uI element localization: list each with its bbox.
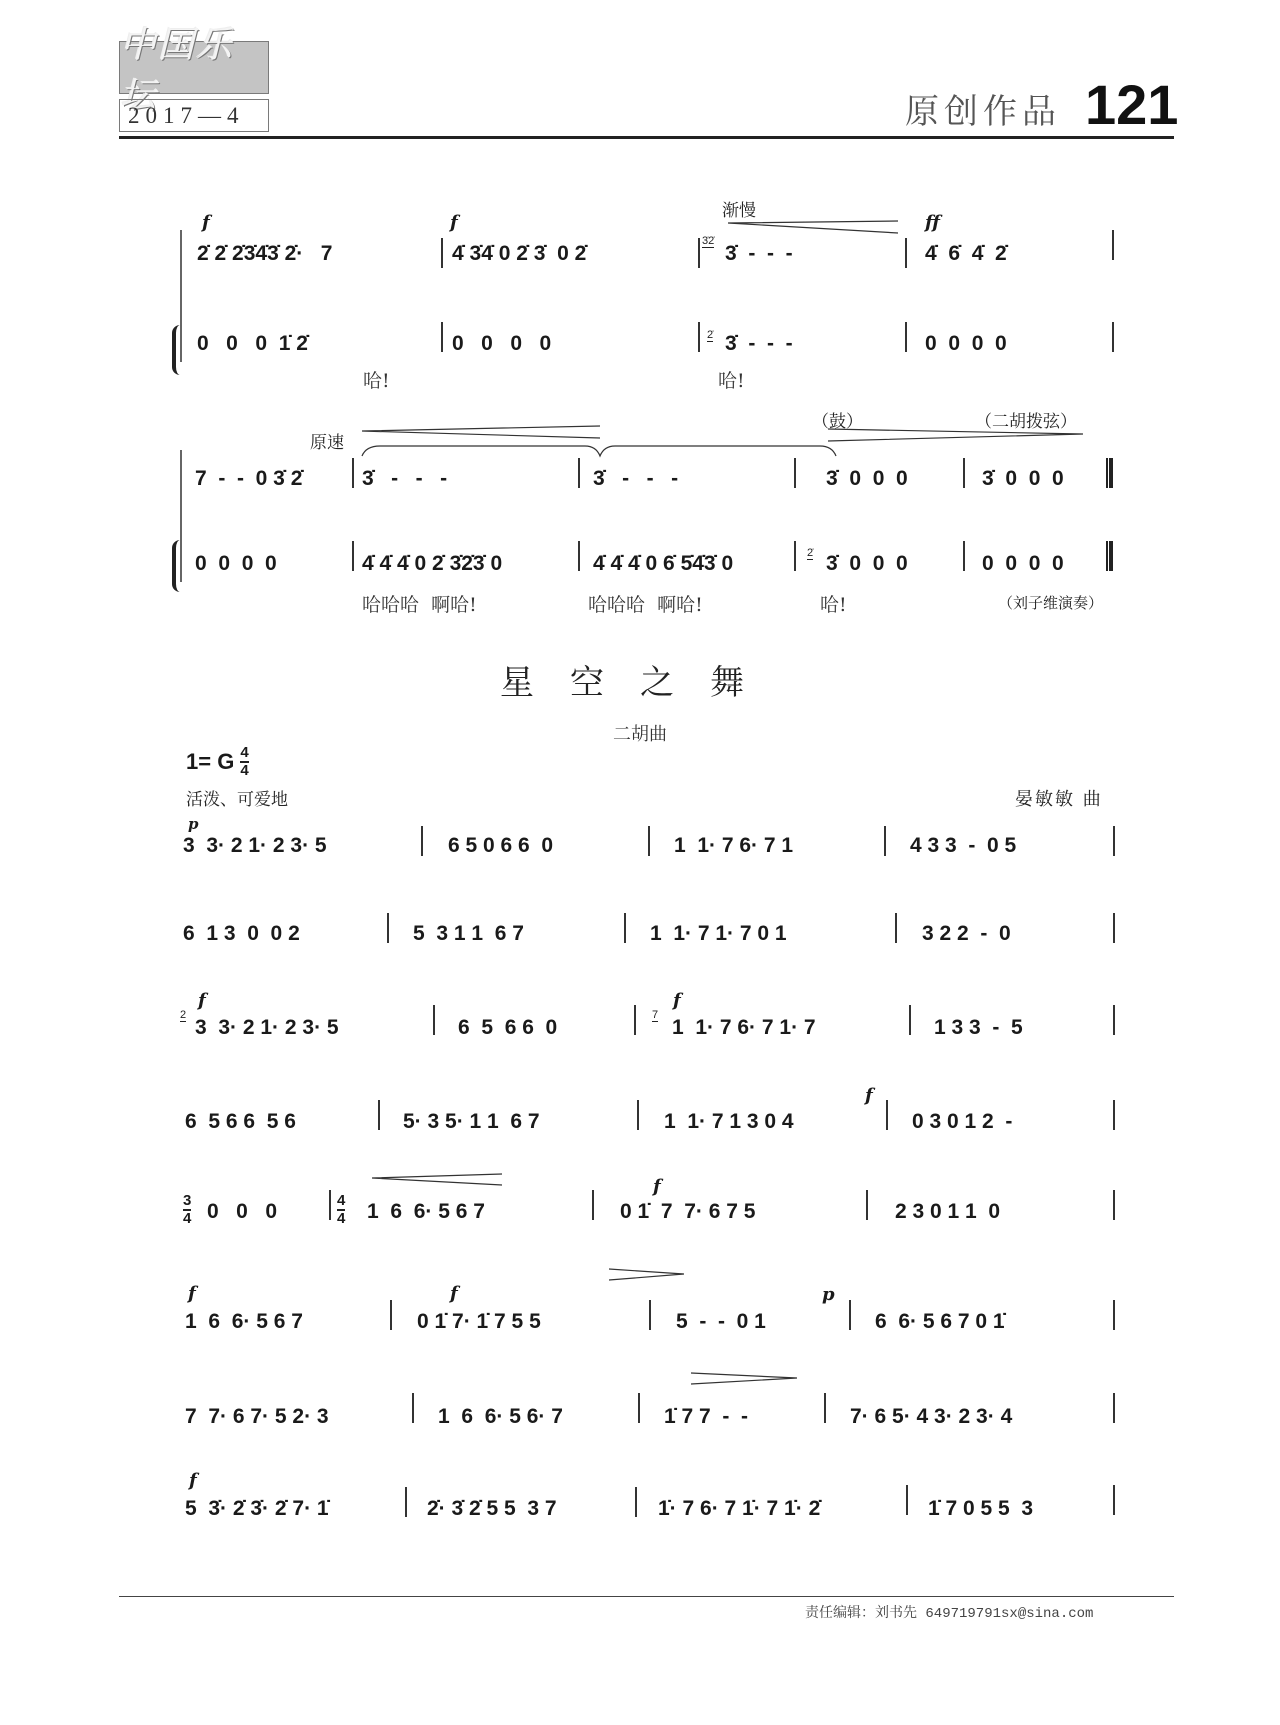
- measure: 2 3 0 1 1 0: [895, 1200, 1001, 1223]
- barline: [909, 1005, 911, 1035]
- dynamic-marking: f: [188, 1283, 196, 1304]
- barline: [329, 1190, 331, 1220]
- measure: 4̇ 4̇ 4̇ 0 2̇ 3̇2̇3̇ 0: [362, 552, 503, 575]
- decrescendo-hairpin: [728, 220, 898, 234]
- system-brace: [172, 540, 182, 592]
- dynamic-marking: f: [189, 1470, 197, 1491]
- measure: 7· 6 5· 4 3· 2 3· 4: [850, 1405, 1013, 1428]
- time-signature-change: $\frac{3}{4}$: [183, 1192, 192, 1227]
- measure: 6 6· 5 6 7 0 1̇: [875, 1310, 1005, 1333]
- barline: [886, 1100, 888, 1130]
- lyric: 哈!: [718, 370, 745, 392]
- piece-subtitle: 二胡曲: [613, 724, 667, 745]
- measure: 4̇ 4̇ 4̇ 0 6̇ 5̇4̇3̇ 0: [593, 552, 734, 575]
- measure: 1 1· 7 1· 7 0 1: [650, 922, 787, 945]
- barline: [441, 238, 443, 268]
- barline: [1113, 1300, 1115, 1330]
- dynamic-marking: p: [822, 1284, 835, 1305]
- tie-arc: [360, 444, 838, 458]
- measure: 4̇ 3̇4̇ 0 2̇ 3̇ 0 2̇: [452, 242, 587, 265]
- measure: 0 0 0 0: [452, 332, 552, 355]
- measure: 3 2 2 - 0: [922, 922, 1011, 945]
- barline: [884, 826, 886, 856]
- measure: 1 6 6· 5 6 7: [367, 1200, 485, 1223]
- key-label: 1= G: [186, 749, 235, 774]
- footer-rule: [119, 1596, 1174, 1597]
- final-barline: [1106, 458, 1113, 488]
- barline: [824, 1393, 826, 1423]
- barline: [866, 1190, 868, 1220]
- barline: [441, 322, 443, 352]
- dynamic-marking: f: [673, 990, 681, 1011]
- barline: [624, 913, 626, 943]
- barline: [794, 541, 796, 571]
- measure: 0 0 0 0: [195, 552, 277, 575]
- crescendo-hairpin: [372, 1173, 502, 1187]
- measure: 2̇· 3̇ 2̇ 5 5 3 7: [427, 1497, 557, 1520]
- barline: [1113, 826, 1115, 856]
- barline: [963, 541, 965, 571]
- barline: [849, 1300, 851, 1330]
- measure: 1 1· 7 6· 7 1: [674, 834, 794, 857]
- dynamic-marking: f: [202, 212, 210, 233]
- measure: 3 3· 2 1· 2 3· 5: [195, 1016, 339, 1039]
- decrescendo-hairpin: [609, 1268, 684, 1282]
- dynamic-marking: f: [450, 212, 458, 233]
- barline: [578, 458, 580, 488]
- lyric: 哈!: [820, 594, 847, 616]
- measure: 3̇ - - -: [725, 332, 793, 355]
- barline: [1113, 1190, 1115, 1220]
- key-signature: [186, 745, 249, 779]
- measure: 2̇ 2̇ 2̇3̇4̇3̇ 2̇· 7: [197, 242, 333, 265]
- dynamic-marking: f: [865, 1085, 873, 1106]
- barline: [963, 458, 965, 488]
- barline: [592, 1190, 594, 1220]
- barline: [378, 1100, 380, 1130]
- barline: [390, 1300, 392, 1330]
- measure: 0 0 0: [207, 1200, 278, 1223]
- barline: [1112, 230, 1114, 260]
- barline: [1113, 1100, 1115, 1130]
- lyric: 哈哈哈 啊哈!: [588, 594, 703, 616]
- barline: [405, 1487, 407, 1517]
- grace-note: 7: [652, 1009, 659, 1021]
- measure: 7 - - 0 3̇ 2̇: [195, 467, 303, 490]
- tempo-marking: 活泼、可爱地: [186, 790, 288, 810]
- dynamic-marking: f: [653, 1176, 661, 1197]
- measure: 1 1· 7 6· 7 1· 7: [672, 1016, 816, 1039]
- measure: 3 3· 2 1· 2 3· 5: [183, 834, 327, 857]
- section-title: 原创作品: [905, 92, 1061, 132]
- dynamic-marking: ff: [925, 212, 940, 233]
- barline: [1113, 1485, 1115, 1515]
- barline: [1113, 1393, 1115, 1423]
- measure: 1 6 6· 5 6 7: [185, 1310, 303, 1333]
- barline: [895, 913, 897, 943]
- measure: 5 3 1 1 6 7: [413, 922, 524, 945]
- barline: [698, 238, 700, 268]
- barline: [421, 826, 423, 856]
- measure: 4 3 3 - 0 5: [910, 834, 1017, 857]
- measure: 3̇ 0 0 0: [826, 552, 908, 575]
- tempo-marking: 原速: [310, 433, 344, 453]
- barline: [905, 322, 907, 352]
- composer-credit: 晏敏敏 曲: [1015, 789, 1103, 810]
- barline: [698, 322, 700, 352]
- barline: [1113, 1005, 1115, 1035]
- barline: [635, 1487, 637, 1517]
- barline: [352, 541, 354, 571]
- barline: [1113, 913, 1115, 943]
- measure: 0 0 0 0: [982, 552, 1064, 575]
- measure: 0 0 0 1̇ 2̇: [197, 332, 308, 355]
- page-number: 121: [1085, 73, 1179, 136]
- measure: 1̇ 7 7 - -: [664, 1405, 749, 1428]
- system-brace: [172, 325, 182, 375]
- measure: 7 7· 6 7· 5 2· 3: [185, 1405, 329, 1428]
- measure: 3̇ - - -: [725, 242, 793, 265]
- measure: 3̇ 0 0 0: [826, 467, 908, 490]
- barline: [412, 1393, 414, 1423]
- annotation-pizzicato: （二胡拨弦）: [975, 412, 1077, 432]
- dynamic-marking: f: [198, 990, 206, 1011]
- barline: [906, 1485, 908, 1515]
- barline: [638, 1393, 640, 1423]
- grace-note: 2: [180, 1009, 187, 1021]
- time-signature: $\frac{4}{4}$: [240, 744, 249, 779]
- barline: [794, 458, 796, 488]
- issue-label: 2017—4: [119, 99, 269, 132]
- measure: 0 1̇ 7· 1̇ 7 5 5: [417, 1310, 541, 1333]
- time-signature-change: $\frac{4}{4}$: [337, 1192, 346, 1227]
- barline: [387, 913, 389, 943]
- measure: 6 1 3 0 0 2: [183, 922, 300, 945]
- measure: 1 3 3 - 5: [934, 1016, 1023, 1039]
- lyric: 哈!: [363, 370, 390, 392]
- annotation-drum: （鼓）: [812, 412, 863, 432]
- final-barline: [1106, 541, 1113, 571]
- measure: 3̇ 0 0 0: [982, 467, 1064, 490]
- grace-note: 2̇: [807, 547, 814, 559]
- measure: 1̇ 7 0 5 5 3: [928, 1497, 1034, 1520]
- barline: [905, 238, 907, 268]
- magazine-logo: 中国乐坛: [119, 41, 269, 94]
- barline: [578, 541, 580, 571]
- dynamic-marking: f: [450, 1283, 458, 1304]
- measure: 4̇ 6̇ 4̇ 2̇: [925, 242, 1007, 265]
- measure: 6 5 6 6 0: [458, 1016, 558, 1039]
- measure: 5 3̇· 2̇ 3̇· 2̇ 7· 1̇: [185, 1497, 329, 1520]
- measure: 0 0 0 0: [925, 332, 1007, 355]
- grace-note: 3̇2̇: [702, 235, 715, 247]
- decrescendo-hairpin: [828, 428, 1083, 442]
- measure: 6 5 0 6 6 0: [448, 834, 554, 857]
- measure: 6 5 6 6 5 6: [185, 1110, 296, 1133]
- measure: 3̇ - - -: [593, 467, 679, 490]
- performer-credit: （刘子维演奏）: [998, 594, 1104, 612]
- measure: 0 3 0 1 2 -: [912, 1110, 1013, 1133]
- measure: 1̇· 7 6· 7 1̇· 7 1̇· 2̇: [658, 1497, 821, 1520]
- measure: 3̇ - - -: [362, 467, 448, 490]
- crescendo-hairpin: [362, 425, 600, 439]
- measure: 5 - - 0 1: [676, 1310, 766, 1333]
- tempo-marking: 渐慢: [722, 201, 756, 221]
- barline: [634, 1005, 636, 1035]
- dynamic-marking: p: [188, 815, 199, 833]
- grace-note: 2̇: [707, 329, 714, 341]
- decrescendo-hairpin: [691, 1372, 797, 1386]
- barline: [433, 1005, 435, 1035]
- barline: [352, 458, 354, 488]
- header-rule: [119, 136, 1174, 139]
- barline: [648, 826, 650, 856]
- measure: 1 6 6· 5 6· 7: [438, 1405, 563, 1428]
- barline: [637, 1100, 639, 1130]
- piece-title: 星空之舞: [500, 663, 780, 703]
- measure: 5· 3 5· 1 1 6 7: [403, 1110, 540, 1133]
- measure: 0 1̇ 7 7· 6 7 5: [620, 1200, 756, 1223]
- barline: [649, 1300, 651, 1330]
- barline: [1112, 322, 1114, 352]
- measure: 1 1· 7 1 3 0 4: [664, 1110, 794, 1133]
- lyric: 哈哈哈 啊哈!: [362, 594, 477, 616]
- editor-credit: 责任编辑：刘书先 649719791sx@sina.com: [805, 1606, 1094, 1622]
